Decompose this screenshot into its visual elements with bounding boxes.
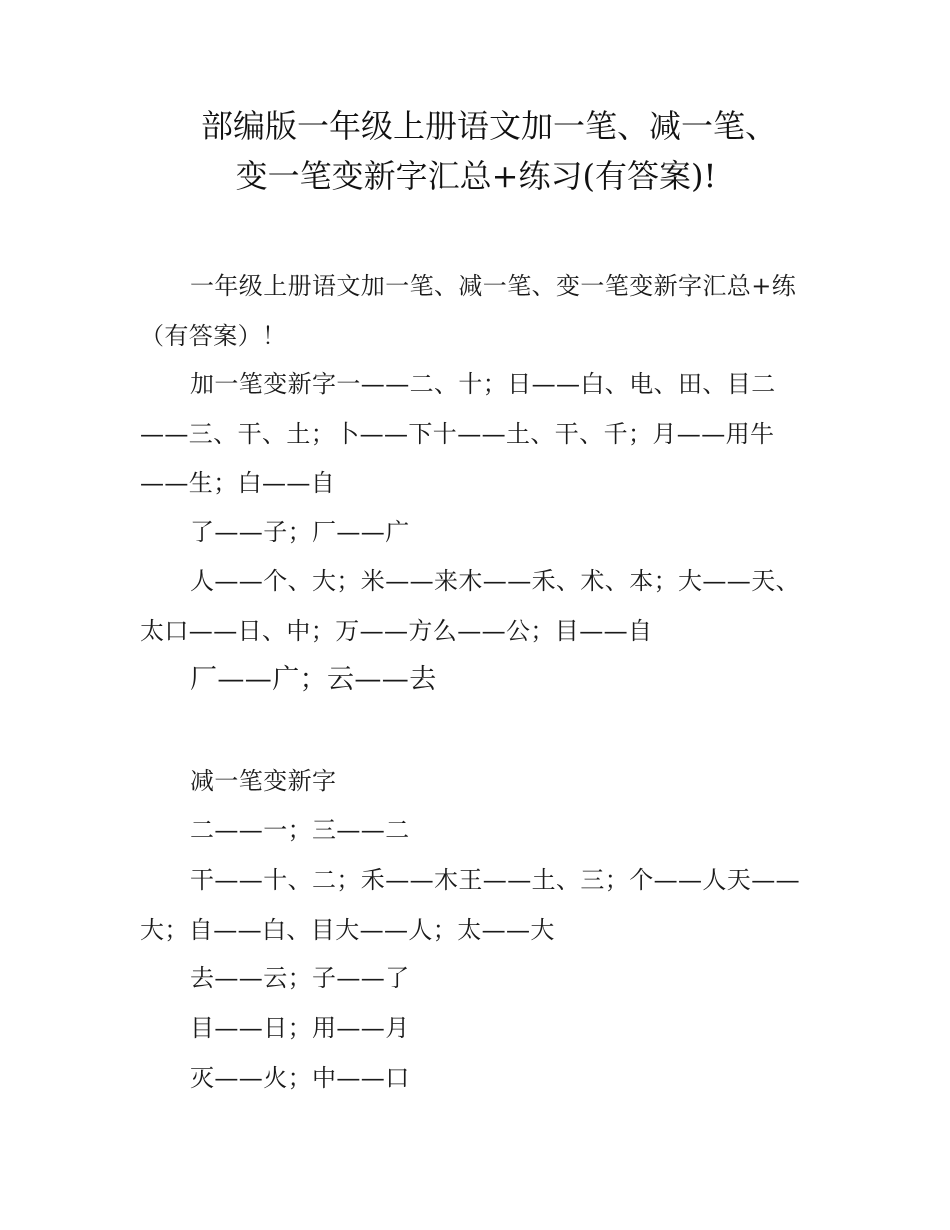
paragraph-add-stroke-2: 了——子；厂——广 <box>190 518 410 546</box>
document-title-line-2: 变一笔变新字汇总+练习(有答案)! <box>235 157 717 195</box>
paragraph-subtract-stroke-2: 干——十、二；禾——木王——土、三；个——人天——大；自——白、目大——人；太——大 <box>140 866 800 944</box>
paragraph-subtract-stroke-4: 目——日；用——月 <box>190 1014 410 1042</box>
section-heading-subtract-stroke: 减一笔变新字 <box>190 767 337 795</box>
paragraph-add-stroke-4: 厂——广；云——去 <box>190 664 437 695</box>
document-title-line-1: 部编版一年级上册语文加一笔、减一笔、 <box>200 107 777 145</box>
paragraph-subtract-stroke-5: 灭——火；中——口 <box>190 1064 410 1092</box>
paragraph-intro: 一年级上册语文加一笔、减一笔、变一笔变新字汇总+练（有答案）！ <box>140 272 797 350</box>
paragraph-subtract-stroke-3: 去——云；子——了 <box>190 964 410 992</box>
paragraph-subtract-stroke-1: 二——一；三——二 <box>190 816 410 844</box>
paragraph-add-stroke: 加一笔变新字一——二、十；日——白、电、田、目二——三、干、土；卜——下十——土、干、千；月——用牛——生；白——自 <box>140 370 776 497</box>
paragraph-add-stroke-3: 人——个、大；米——来木——禾、术、本；大——天、太口——日、中；万——方么——公；目——自 <box>140 567 800 645</box>
